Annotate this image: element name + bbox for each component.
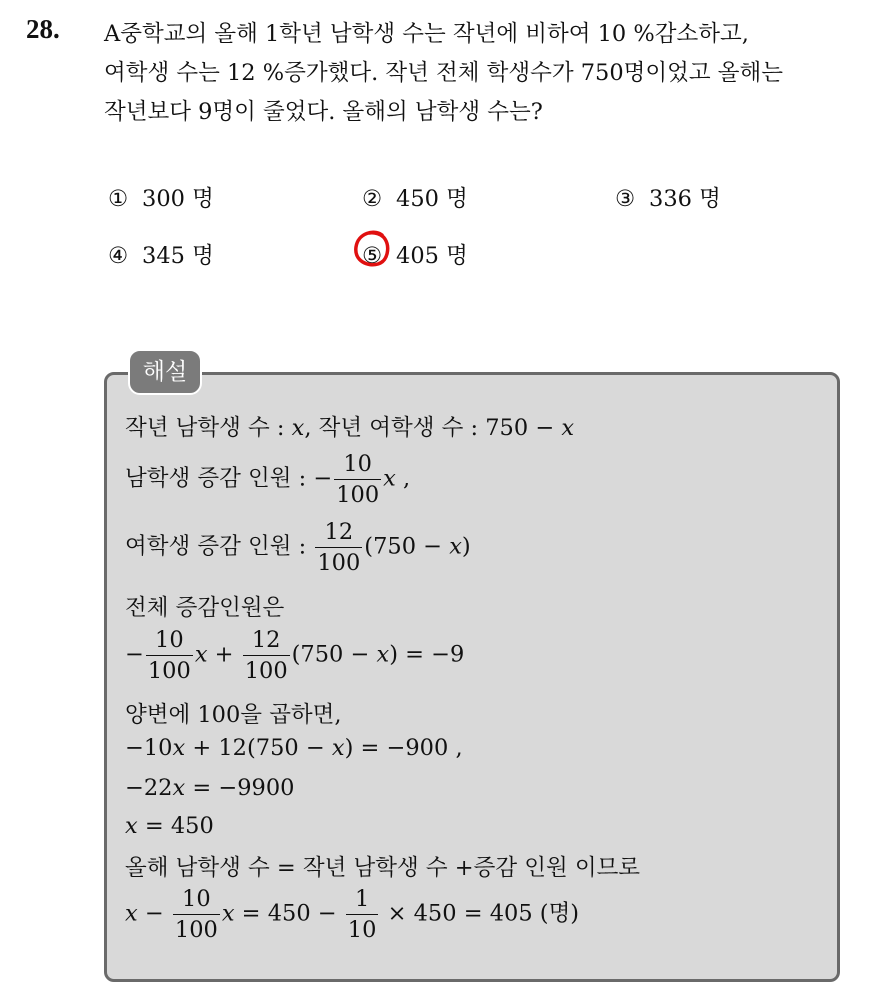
sol11-numerator-2: 1 (346, 884, 379, 915)
question-line-3: 작년보다 9명이 줄었다. 올해의 남학생 수는? (104, 99, 543, 125)
sol1-var2: x (561, 415, 575, 441)
choice-4[interactable] (108, 238, 214, 270)
question-line-2: 여학생 수는 12 %증가했다. 작년 전체 학생수가 750명이었고 올해는 (104, 60, 783, 86)
solution-line-8 (125, 775, 294, 801)
sol11-text: = 450 − (234, 900, 344, 927)
sol2-fraction (334, 449, 381, 510)
solution-line-11 (125, 884, 579, 945)
sol3-var: x (449, 533, 462, 560)
sol5-var: x (194, 641, 208, 668)
sol8-text2: = −9900 (185, 775, 295, 801)
sol7-text: −10 (125, 735, 173, 761)
sol3-text: 여학생 증감 인원 : (125, 533, 314, 560)
solution-line-7 (125, 735, 463, 761)
sol11-var: x (125, 900, 138, 927)
sol3-text3: ) (461, 533, 471, 560)
sol2-numerator: 10 (334, 449, 381, 480)
solution-line-9 (125, 813, 214, 839)
solution-line-4: 전체 증감인원은 (125, 595, 285, 621)
sol7-text2: + 12(750 − (185, 735, 332, 761)
solution-line-1 (125, 410, 574, 442)
solution-line-5 (125, 625, 464, 686)
sol7-text3: ) = −900 , (344, 735, 463, 761)
choice-1-number: ① (108, 186, 129, 212)
sol5-text3: ) = −9 (389, 641, 465, 668)
sol11-minus: − (137, 900, 171, 927)
sol9-text: = 450 (137, 813, 214, 839)
choice-2-number: ② (362, 186, 383, 212)
sol5-fraction-2 (243, 625, 290, 686)
choice-3-text: 336 명 (649, 186, 721, 212)
sol2-text2: , (395, 465, 411, 492)
choice-1-text: 300 명 (142, 186, 214, 212)
solution-line-6: 양변에 100을 곱하면, (125, 702, 342, 728)
sol5-text2: (750 − (291, 641, 377, 668)
solution-line-2 (125, 449, 410, 510)
choice-2-text: 450 명 (396, 186, 468, 212)
choice-2[interactable] (362, 181, 468, 213)
sol9-var: x (125, 813, 138, 839)
solution-line-10: 올해 남학생 수 = 작년 남학생 수 +증감 인원 이므로 (125, 855, 641, 881)
sol5-plus: + (207, 641, 241, 668)
choice-5-number: ⑤ (362, 243, 383, 269)
sol7-var2: x (331, 735, 345, 761)
sol3-fraction (315, 517, 362, 578)
sol11-text2: × 450 = 405 (명) (380, 900, 580, 927)
sol5-text: − (125, 641, 144, 668)
sol1-text: 작년 남학생 수 : (125, 415, 292, 441)
sol2-var: x (383, 465, 396, 492)
sol2-denominator: 100 (336, 482, 380, 508)
sol7-var: x (172, 735, 186, 761)
answer-mark-circle-icon (352, 229, 392, 269)
sol3-denominator: 100 (317, 550, 361, 576)
solution-line-3 (125, 517, 471, 578)
sol8-var: x (172, 775, 186, 801)
sol5-var2: x (376, 641, 390, 668)
choice-3[interactable] (615, 181, 721, 213)
sol3-text2: (750 − (364, 533, 450, 560)
choice-5-text: 405 명 (396, 243, 468, 269)
sol1-text2: , 작년 여학생 수 : 750 − (304, 415, 562, 441)
choice-4-number: ④ (108, 243, 129, 269)
choice-3-number: ③ (615, 186, 636, 212)
sol5-fraction-1 (146, 625, 193, 686)
sol3-numerator: 12 (315, 517, 362, 548)
sol11-var2: x (221, 900, 235, 927)
solution-tab: 해설 (128, 349, 202, 395)
sol1-var: x (291, 415, 305, 441)
sol2-text: 남학생 증감 인원 : − (125, 465, 333, 492)
sol11-fraction-1 (173, 884, 220, 945)
sol8-text: −22 (125, 775, 173, 801)
sol5-numerator-1: 10 (146, 625, 193, 656)
question-number: 28. (26, 14, 60, 44)
sol11-denominator-1: 100 (174, 917, 218, 943)
sol11-denominator-2: 10 (347, 917, 377, 943)
sol5-denominator-2: 100 (244, 658, 288, 684)
choice-1[interactable] (108, 181, 214, 213)
sol5-denominator-1: 100 (147, 658, 191, 684)
choice-4-text: 345 명 (142, 243, 214, 269)
sol11-fraction-2 (346, 884, 379, 945)
sol11-numerator-1: 10 (173, 884, 220, 915)
sol5-numerator-2: 12 (243, 625, 290, 656)
question-line-1: A중학교의 올해 1학년 남학생 수는 작년에 비하여 10 %감소하고, (104, 21, 749, 47)
